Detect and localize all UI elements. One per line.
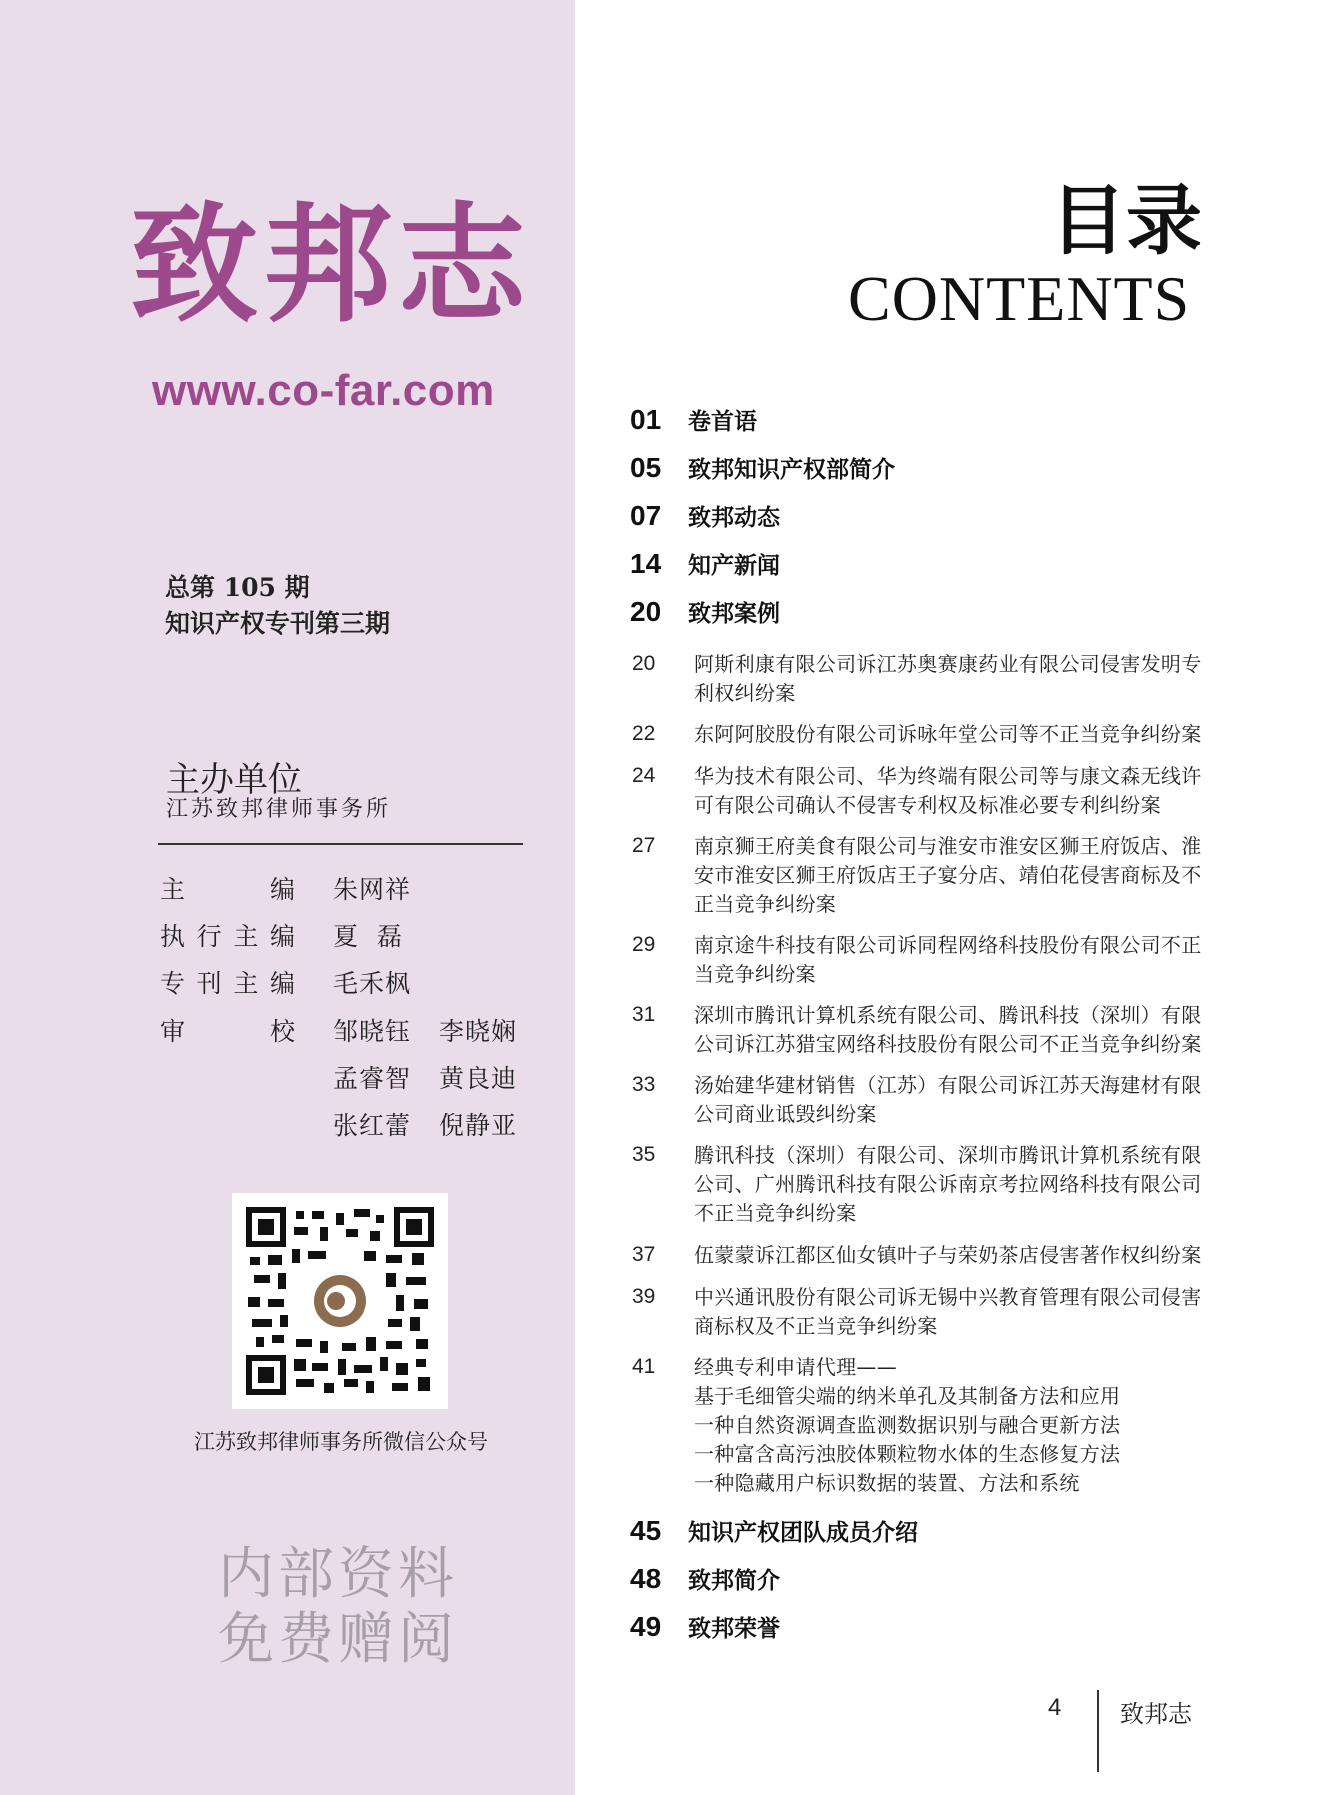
- toc-page-number: 22: [632, 722, 656, 745]
- toc-main-item[interactable]: [630, 1610, 780, 1646]
- toc-section-label: 致邦知识产权部简介: [688, 457, 895, 483]
- toc-main-item[interactable]: [630, 451, 895, 487]
- toc-page-number: 05: [630, 452, 662, 483]
- internal-notice: 内部资料: [218, 1542, 458, 1607]
- editor-name: 孟睿智: [333, 1064, 412, 1093]
- sponsor-divider: [158, 843, 523, 845]
- toc-page-number: 20: [632, 652, 656, 675]
- toc-case-title: 汤始建华建材销售（江苏）有限公司诉江苏天海建材有限 公司商业诋毁纠纷案: [694, 1073, 1202, 1126]
- toc-section-label: 知产新闻: [688, 553, 780, 579]
- editor-name: 夏 磊: [333, 922, 403, 951]
- toc-case-title: 中兴通讯股份有限公司诉无锡中兴教育管理有限公司侵害 商标权及不正当竞争纠纷案: [694, 1285, 1202, 1338]
- toc-section-label: 致邦动态: [688, 505, 780, 531]
- issue-special: 知识产权专刊第三期: [165, 609, 391, 638]
- toc-main-item[interactable]: [630, 499, 780, 535]
- toc-case-title: 腾讯科技（深圳）有限公司、深圳市腾讯计算机系统有限 公司、广州腾讯科技有限公诉南京考拉网络科技有限公司 不正当竞争纠纷案: [694, 1143, 1202, 1225]
- qr-caption: 江苏致邦律师事务所微信公众号: [194, 1430, 488, 1454]
- qr-code-icon: [246, 1207, 434, 1395]
- toc-case-title: 深圳市腾讯计算机系统有限公司、腾讯科技（深圳）有限 公司诉江苏猎宝网络科技股份有限公司不正当竞争纠纷案: [694, 1003, 1202, 1056]
- toc-main-item[interactable]: [630, 403, 757, 439]
- toc-case-title: 东阿阿胶股份有限公司诉咏年堂公司等不正当竞争纠纷案: [694, 722, 1202, 746]
- toc-title-en: CONTENTS: [848, 263, 1191, 334]
- toc-page-number: 45: [630, 1515, 662, 1546]
- toc-page-number: 01: [630, 404, 662, 435]
- website-url[interactable]: www.co-far.com: [152, 366, 495, 415]
- toc-section-label: 致邦荣誉: [688, 1616, 780, 1642]
- toc-main-item[interactable]: [630, 1514, 918, 1550]
- toc-section-label: 致邦简介: [688, 1568, 780, 1594]
- toc-page-number: 48: [630, 1563, 662, 1594]
- toc-case-title: 伍蒙蒙诉江都区仙女镇叶子与荣奶茶店侵害著作权纠纷案: [694, 1243, 1202, 1267]
- editor-name: 毛禾枫: [333, 969, 412, 998]
- sponsor-title: 主办单位: [166, 760, 302, 800]
- toc-page-number: 33: [632, 1073, 656, 1096]
- toc-section-label: 卷首语: [688, 409, 757, 435]
- editor-name: 黄良迪: [439, 1064, 518, 1093]
- toc-page-number: 49: [630, 1611, 662, 1642]
- wechat-qr-code[interactable]: [232, 1193, 448, 1409]
- toc-page-number: 07: [630, 500, 662, 531]
- toc-section-label: 知识产权团队成员介绍: [688, 1520, 918, 1546]
- page-number: 4: [1048, 1694, 1062, 1721]
- editor-role: 审校: [160, 1017, 295, 1046]
- editor-name: 朱网祥: [333, 875, 412, 904]
- toc-page-number: 14: [630, 548, 662, 579]
- toc-page-number: 27: [632, 834, 656, 857]
- toc-page-number: 39: [632, 1285, 656, 1308]
- toc-title-cn: 目录: [1050, 176, 1202, 265]
- toc-case-title: 南京狮王府美食有限公司与淮安市淮安区狮王府饭店、淮 安市淮安区狮王府饭店王子宴分店、靖伯花侵害商标及不 正当竞争纠纷案: [694, 834, 1202, 916]
- toc-page-number: 20: [630, 596, 662, 627]
- editor-name: 倪静亚: [439, 1111, 518, 1140]
- editor-name: 张红蕾: [333, 1111, 412, 1140]
- toc-section-label: 致邦案例: [688, 601, 780, 627]
- footer-magazine-name: 致邦志: [1120, 1700, 1192, 1728]
- editor-name: 邹晓钰: [333, 1017, 412, 1046]
- toc-case-title: 南京途牛科技有限公司诉同程网络科技股份有限公司不正 当竞争纠纷案: [694, 933, 1202, 986]
- toc-page-number: 31: [632, 1003, 656, 1026]
- free-notice: 免费赠阅: [218, 1607, 458, 1672]
- toc-page-number: 35: [632, 1143, 656, 1166]
- editor-role: 专刊主编: [160, 969, 295, 998]
- toc-case-title: 阿斯利康有限公司诉江苏奥赛康药业有限公司侵害发明专 利权纠纷案: [694, 652, 1202, 705]
- editor-role: 执行主编: [160, 922, 295, 951]
- toc-main-item[interactable]: [630, 1562, 780, 1598]
- masthead-panel: [0, 0, 575, 1795]
- toc-page-number: 29: [632, 933, 656, 956]
- toc-case-title: 经典专利申请代理—— 基于毛细管尖端的纳米单孔及其制备方法和应用 一种自然资源调查监测数据识别与融合更新方法 一种富含高污浊胶体颗粒物水体的生态修复方法 一种隐藏用户标识数据的装置、方法和系统: [694, 1355, 1121, 1495]
- toc-page-number: 37: [632, 1243, 656, 1266]
- magazine-logo: 致邦志: [130, 190, 533, 340]
- toc-page-number: 24: [632, 764, 656, 787]
- editor-role: 主编: [160, 875, 295, 904]
- sponsor-name: 江苏致邦律师事务所: [166, 797, 392, 822]
- editor-name: 李晓娴: [439, 1017, 518, 1046]
- toc-main-item[interactable]: [630, 595, 780, 631]
- toc-case-title: 华为技术有限公司、华为终端有限公司等与康文森无线许 可有限公司确认不侵害专利权及标准必要专利纠纷案: [694, 764, 1202, 817]
- toc-main-item[interactable]: [630, 547, 780, 583]
- footer-divider: [1097, 1690, 1099, 1772]
- toc-page-number: 41: [632, 1355, 656, 1378]
- issue-total: 总第 105 期: [165, 573, 310, 602]
